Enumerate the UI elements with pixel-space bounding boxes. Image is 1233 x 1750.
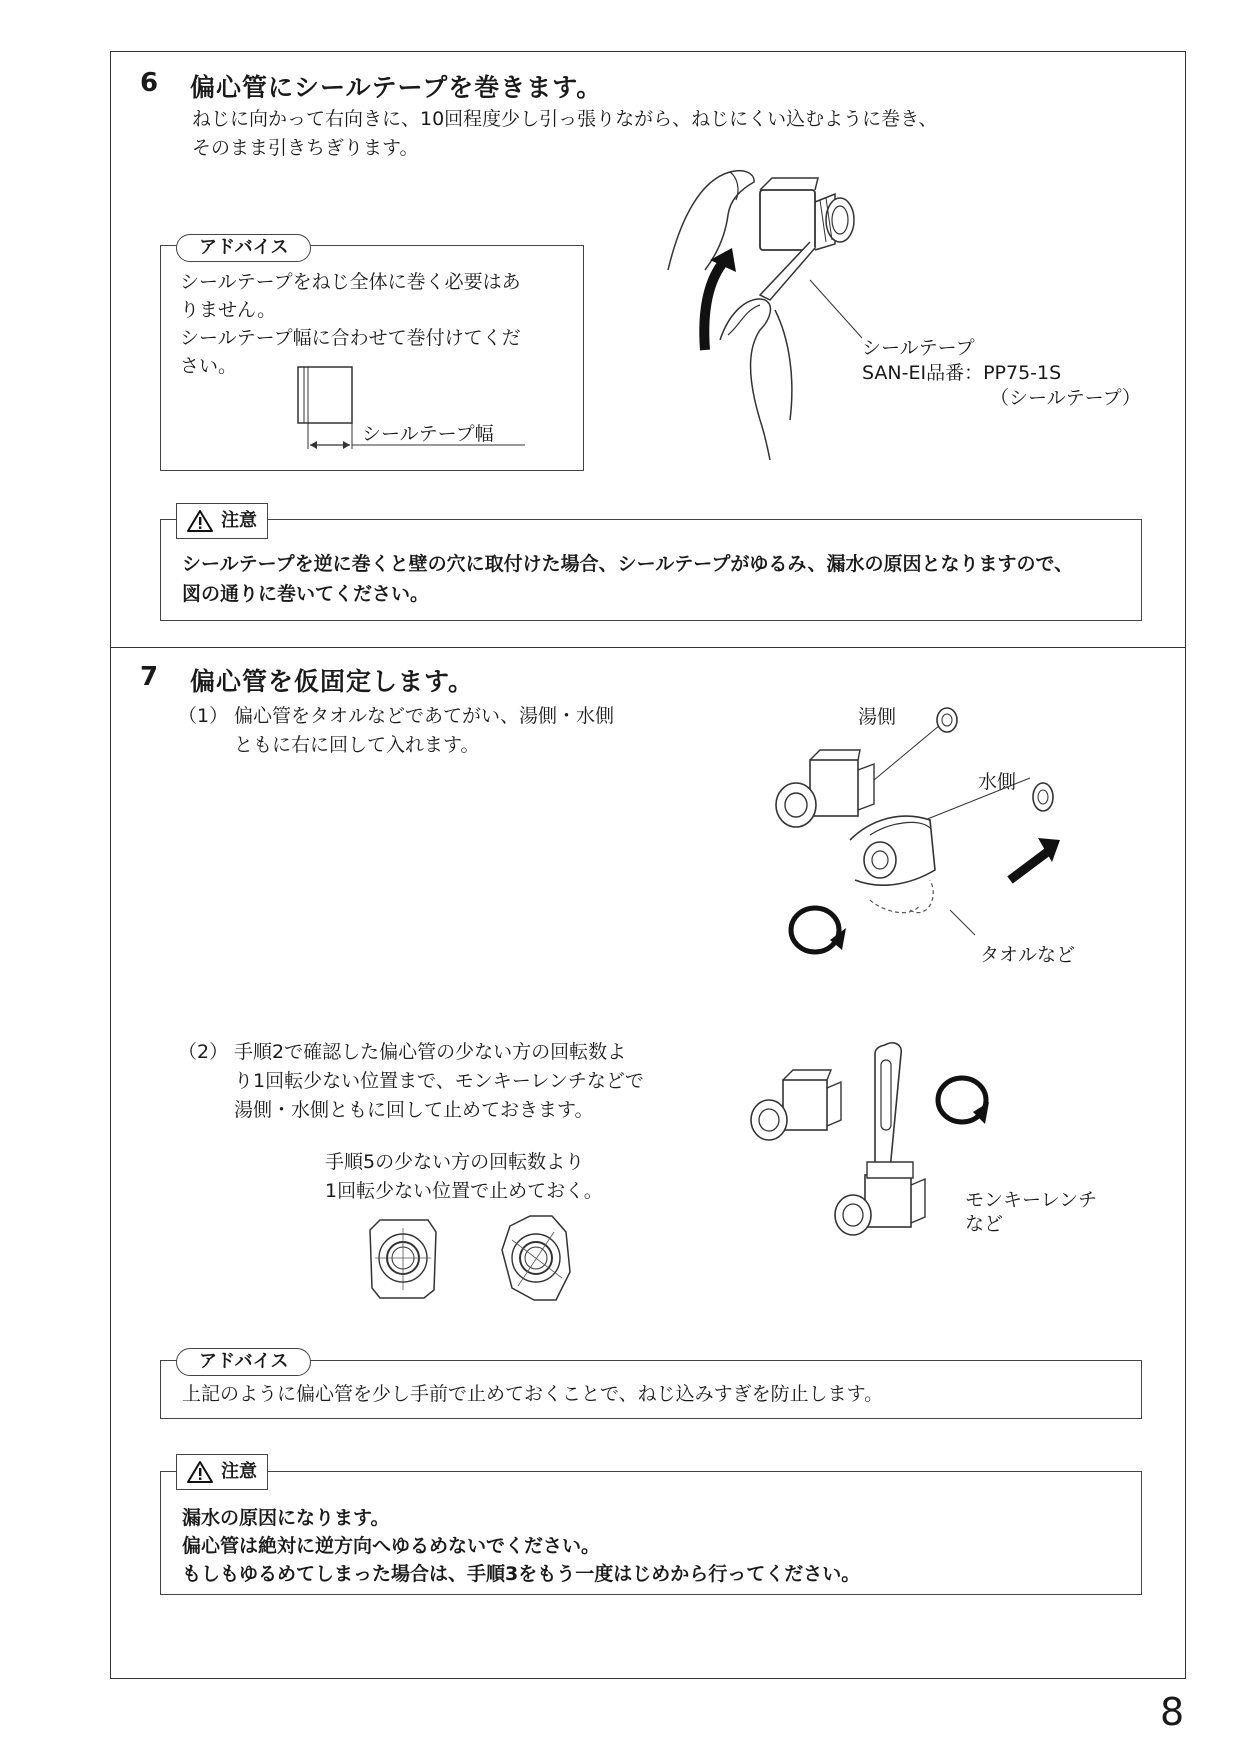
step7-sub2-line2: り1回転少ない位置まで、モンキーレンチなどで bbox=[234, 1070, 644, 1092]
step7-caution-label: 注意 bbox=[221, 1461, 257, 1482]
warning-icon bbox=[187, 509, 213, 533]
step7-caution-line3: もしもゆるめてしまった場合は、手順3をもう一度はじめから行ってください。 bbox=[182, 1563, 861, 1585]
step6-number: 6 bbox=[140, 68, 159, 98]
tape-label: シールテープ bbox=[862, 337, 975, 359]
step7-sub1-line2: ともに右に回して入れます。 bbox=[234, 734, 480, 756]
cold-side-label: 水側 bbox=[978, 771, 1017, 793]
step6-caution-label: 注意 bbox=[221, 510, 257, 531]
step7-number: 7 bbox=[140, 662, 159, 692]
step6-desc-line2: そのまま引きちぎります。 bbox=[192, 137, 419, 159]
section-divider bbox=[110, 647, 1186, 648]
step7-sub1-line1: 偏心管をタオルなどであてがい、湯側・水側 bbox=[234, 705, 615, 727]
tape-part-name: （シールテープ） bbox=[990, 387, 1141, 409]
wrench-label-line1: モンキーレンチ bbox=[965, 1189, 1098, 1211]
step7-sub2-number: （2） bbox=[178, 1041, 229, 1063]
wrench-label-line2: など bbox=[965, 1213, 1004, 1235]
step6-advice-line2: りません。 bbox=[180, 299, 277, 321]
step6-advice-line1: シールテープをねじ全体に巻く必要はあ bbox=[180, 271, 521, 293]
hot-side-label: 湯側 bbox=[858, 706, 897, 728]
step7-note-line1: 手順5の少ない方の回転数より bbox=[325, 1151, 585, 1173]
step6-advice-line3: シールテープ幅に合わせて巻付けてくだ bbox=[180, 327, 521, 349]
step7-sub2-line3: 湯側・水側ともに回して止めておきます。 bbox=[234, 1099, 594, 1121]
step6-caution-line2: 図の通りに巻いてください。 bbox=[182, 583, 430, 605]
step7-advice-label: アドバイス bbox=[176, 1348, 311, 1376]
tape-part-number: SAN-EI品番：PP75-1S bbox=[862, 362, 1062, 384]
step7-note-line2: 1回転少ない位置で止めておく。 bbox=[325, 1180, 603, 1202]
towel-label: タオルなど bbox=[980, 944, 1076, 966]
step6-advice-label: アドバイス bbox=[176, 234, 311, 262]
warning-icon bbox=[187, 1460, 213, 1484]
step6-caution-line1: シールテープを逆に巻くと壁の穴に取付けた場合、シールテープがゆるみ、漏水の原因となりますので、 bbox=[182, 553, 1074, 575]
step6-title: 偏心管にシールテープを巻きます。 bbox=[190, 73, 603, 102]
step7-sub1-number: （1） bbox=[178, 705, 229, 727]
tape-winding-illustration bbox=[650, 160, 880, 460]
nut-position-diagram bbox=[360, 1210, 600, 1310]
step7-caution-line1: 漏水の原因になります。 bbox=[182, 1507, 390, 1529]
step6-caution-tab bbox=[176, 503, 268, 539]
step7-advice-text: 上記のように偏心管を少し手前で止めておくことで、ねじ込みすぎを防止します。 bbox=[182, 1383, 884, 1405]
wrench-illustration bbox=[735, 1040, 995, 1250]
step7-sub2-line1: 手順2で確認した偏心管の少ない方の回転数よ bbox=[234, 1041, 627, 1063]
tape-width-label: シールテープ幅 bbox=[362, 423, 494, 445]
step7-title: 偏心管を仮固定します。 bbox=[190, 667, 475, 696]
step7-caution-tab bbox=[176, 1454, 268, 1490]
hand-tighten-illustration bbox=[760, 710, 1080, 970]
step7-caution-line2: 偏心管は絶対に逆方向へゆるめないでください。 bbox=[182, 1535, 601, 1557]
page-number: 8 bbox=[1160, 1690, 1185, 1734]
step6-advice-line4: さい。 bbox=[180, 355, 238, 377]
step6-desc-line1: ねじに向かって右向きに、10回程度少し引っ張りながら、ねじにくい込むように巻き、 bbox=[192, 108, 938, 130]
